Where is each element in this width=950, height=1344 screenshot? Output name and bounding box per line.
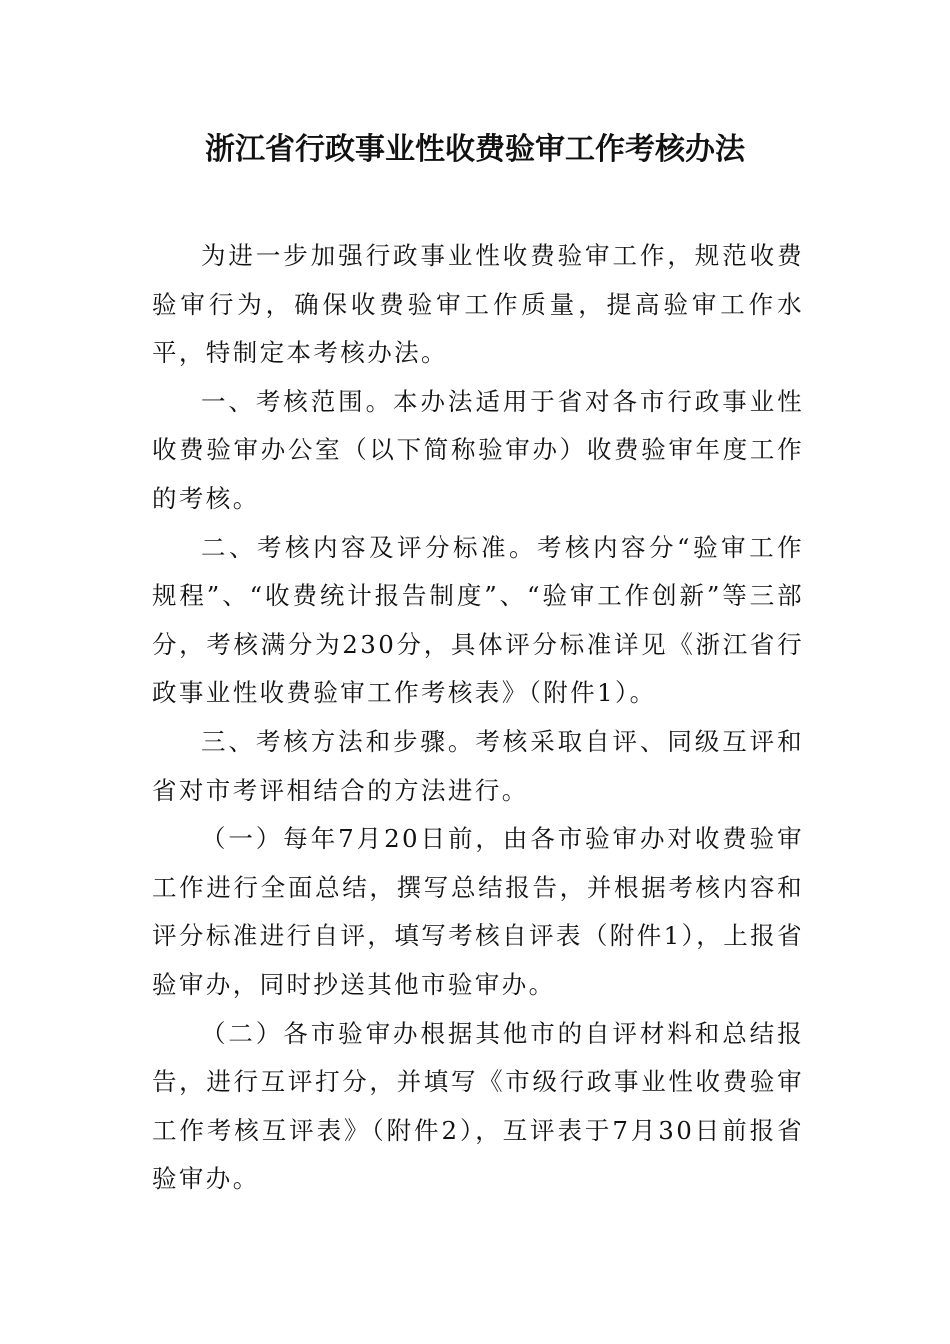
document-body [152,232,804,1204]
document-title: 浙江省行政事业性收费验审工作考核办法 [205,132,745,167]
step-one-paragraph: （一）每年7月20日前，由各市验审办对收费验审工作进行全面总结，撰写总结报告，并根据考核内容和评分标准进行自评，填写考核自评表（附件1），上报省验审办，同时抄送其他市验审办。 [152,824,804,999]
section-method-paragraph: 三、考核方法和步骤。考核采取自评、同级互评和省对市考评相结合的方法进行。 [152,726,804,805]
section-scope-paragraph: 一、考核范围。本办法适用于省对各市行政事业性收费验审办公室（以下简称验审办）收费验审年度工作的考核。 [152,386,804,513]
step-two-paragraph: （二）各市验审办根据其他市的自评材料和总结报告，进行互评打分，并填写《市级行政事业性收费验审工作考核互评表》（附件2），互评表于7月30日前报省验审办。 [152,1018,804,1194]
intro-paragraph: 为进一步加强行政事业性收费验审工作，规范收费验审行为，确保收费验审工作质量，提高验审工作水平，特制定本考核办法。 [152,241,804,368]
section-content-paragraph: 二、考核内容及评分标准。考核内容分“验审工作规程”、“收费统计报告制度”、“验审工作创新”等三部分，考核满分为230分，具体评分标准详见《浙江省行政事业性收费验审工作考核表》（附件1）。 [152,532,804,708]
